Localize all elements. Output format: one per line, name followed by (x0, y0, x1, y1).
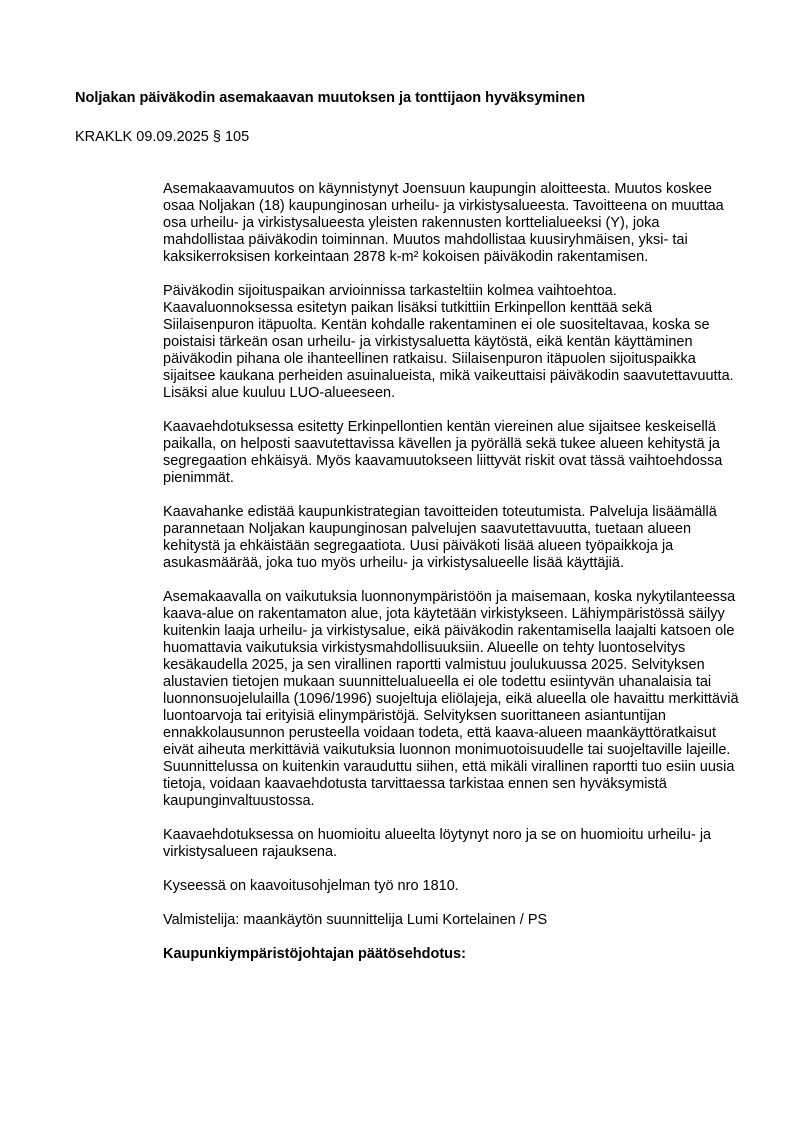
decision-proposal-heading: Kaupunkiympäristöjohtajan päätösehdotus: (163, 946, 466, 962)
paragraph: Kaavahanke edistää kaupunkistrategian tavoitteiden toteutumista. Palveluja lisäämällä parannetaan Noljakan kaupunginosan palvelujen saavutettavuutta, tuetaan alueen kehitystä ja ehkäistään segregaatiota. Uusi päiväkoti lisää alueen työpaikkoja ja asukasmäärää, joka tuo myös urheilu- ja virkistysalueelle lisää käyttäjiä. (163, 504, 717, 571)
document-body (163, 181, 741, 980)
document-title: Noljakan päiväkodin asemakaavan muutoksen ja tonttijaon hyväksyminen (75, 90, 586, 106)
document-reference: KRAKLK 09.09.2025 § 105 (75, 129, 250, 145)
paragraph: Päiväkodin sijoituspaikan arvioinnissa tarkasteltiin kolmea vaihtoehtoa. Kaavaluonnoksessa esitetyn paikan lisäksi tutkittiin Erkinpellon kenttää sekä Siilaisenpuron itäpuolta. Kentän kohdalle rakentaminen ei ole suositeltavaa, koska se poistaisi tärkeän osan urheilu- ja virkistysaluetta käytöstä, eikä kentän käyttäminen päiväkodin pihana ole ihanteellinen ratkaisu. Siilaisenpuron itäpuolen sijoituspaikka sijaitsee kaukana perheiden asuinalueista, mikä vaikeuttaisi päiväkodin saavutettavuutta. Lisäksi alue kuuluu LUO-alueeseen. (163, 283, 734, 401)
paragraph: Valmistelija: maankäytön suunnittelija Lumi Kortelainen / PS (163, 912, 548, 928)
paragraph: Kyseessä on kaavoitusohjelman työ nro 1810. (163, 878, 459, 894)
paragraph: Kaavaehdotuksessa esitetty Erkinpellontien kentän viereinen alue sijaitsee keskeisellä paikalla, on helposti saavutettavissa kävellen ja pyörällä sekä tukee alueen kehitystä ja segregaation ehkäisyä. Myös kaavamuutokseen liittyvät riskit ovat tässä vaihtoehdossa pienimmät. (163, 419, 723, 486)
paragraph: Asemakaavamuutos on käynnistynyt Joensuun kaupungin aloitteesta. Muutos koskee osaa Noljakan (18) kaupunginosan urheilu- ja virkistysalueesta. Tavoitteena on muuttaa osa urheilu- ja virkistysalueesta yleisten rakennusten korttelialueeksi (Y), joka mahdollistaa päiväkodin toiminnan. Muutos mahdollistaa kuusiryhmäisen, yksi- tai kaksikerroksisen korkeintaan 2878 k-m² kokoisen päiväkodin rakentamisen. (163, 181, 724, 265)
paragraph: Asemakaavalla on vaikutuksia luonnonympäristöön ja maisemaan, koska nykytilanteessa kaava-alue on rakentamaton alue, jota käytetään virkistykseen. Lähiympäristössä säilyy kuitenkin laaja urheilu- ja virkistysalue, eikä päiväkodin rakentamisella laajalti katsoen ole huomattavia vaikutuksia virkistysmahdollisuuksiin. Alueelle on tehty luontoselvitys kesäkaudella 2025, ja sen virallinen raportti valmistuu joulukuussa 2025. Selvityksen alustavien tietojen mukaan suunnittelualueella ei ole todettu esiintyvän uhanalaisia tai luonnonsuojelulailla (1096/1996) suojeltuja eliölajeja, eikä alueella ole havaittu merkittäviä luontoarvoja tai erityisiä elinympäristöjä. Selvityksen suorittaneen asiantuntijan ennakkolausunnon perusteella voidaan todeta, että kaava-alueen maankäyttöratkaisut eivät aiheuta merkittäviä vaikutuksia luonnon monimuotoisuudelle tai suojeltaville lajeille. Suunnittelussa on kuitenkin varauduttu siihen, että mikäli virallinen raportti tuo esiin uusia tietoja, voidaan kaavaehdotusta tarvittaessa tarkistaa ennen sen hyväksymistä kaupunginvaltuustossa. (163, 589, 739, 809)
paragraph: Kaavaehdotuksessa on huomioitu alueelta löytynyt noro ja se on huomioitu urheilu- ja virkistysalueen rajauksena. (163, 827, 712, 860)
